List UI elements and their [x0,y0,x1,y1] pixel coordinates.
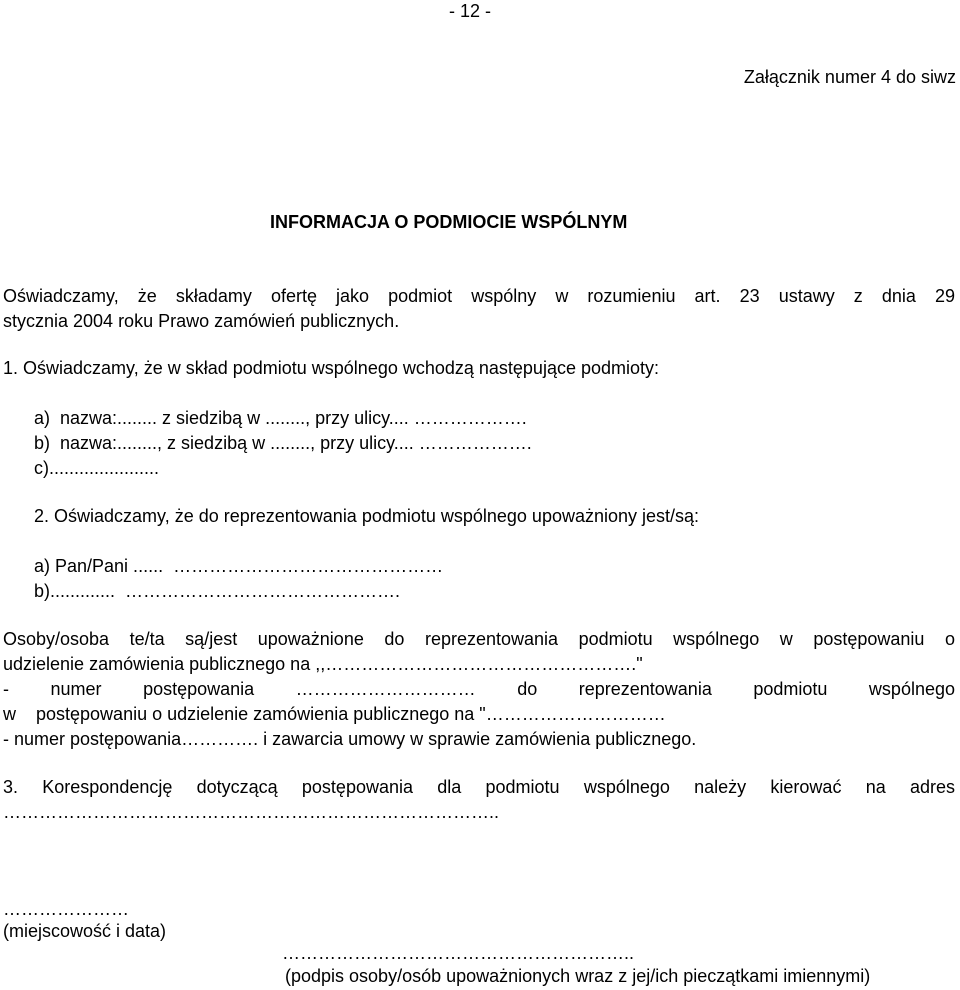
section-1-heading: 1. Oświadczamy, że w skład podmiotu wspólnego wchodzą następujące podmioty: [3,358,660,378]
intro-line-2: stycznia 2004 roku Prawo zamówień publicznych. [3,311,400,331]
representative-item-a: a) Pan/Pani ...... ……………………………………… [34,556,444,576]
signature-dots: ………………………………………………….. [282,943,635,963]
authorization-line-5: - numer postępowania…………. i zawarcia umowy w sprawie zamówienia publicznego. [3,729,697,749]
authorization-line-1: Osoby/osoba te/ta są/jest upoważnione do reprezentowania podmiotu wspólnego w postępowaniu o [3,629,955,649]
attachment-label: Załącznik numer 4 do siwz [743,67,956,87]
section-3-heading: 3. Korespondencję dotyczącą postępowania dla podmiotu wspólnego należy kierować na adres [3,777,955,797]
authorization-line-3: - numer postępowania ………………………… do reprezentowania podmiotu wspólnego [3,679,955,699]
entity-item-a: a) nazwa:........ z siedzibą w ........, przy ulicy.... ………………. [34,408,527,428]
intro-line-1: Oświadczamy, że składamy ofertę jako podmiot wspólny w rozumieniu art. 23 ustawy z dnia 29 [3,286,955,306]
representative-item-b: b)............. ………………………………………. [34,581,401,601]
entity-item-c: c)...................... [34,458,160,478]
authorization-line-4: w postępowaniu o udzielenie zamówienia publicznego na "………………………… [3,704,666,724]
address-dots: ……………………………………………………………………….. [3,802,500,822]
place-date-label: (miejscowość i data) [3,921,167,941]
page-title: INFORMACJA O PODMIOCIE WSPÓLNYM [270,212,628,232]
entity-item-b: b) nazwa:........, z siedzibą w ........, przy ulicy.... ………………. [34,433,532,453]
signature-label: (podpis osoby/osób upoważnionych wraz z jej/ich pieczątkami imiennymi) [285,966,871,986]
place-date-dots: ………………… [3,899,129,919]
section-2-heading: 2. Oświadczamy, że do reprezentowania podmiotu wspólnego upoważniony jest/są: [34,506,700,526]
authorization-line-2: udzielenie zamówienia publicznego na ,,……………………………………………." [3,654,643,674]
page-number: - 12 - [449,1,492,21]
